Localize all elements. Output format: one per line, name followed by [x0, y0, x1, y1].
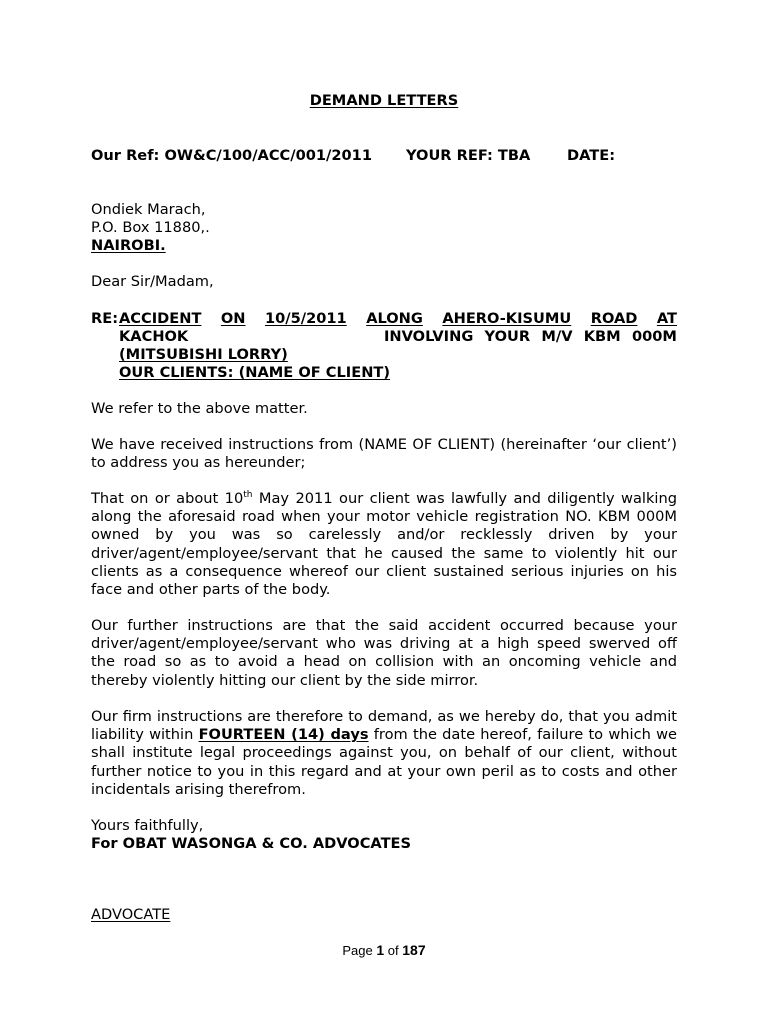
- re-clients-line: OUR CLIENTS: (NAME OF CLIENT): [119, 364, 391, 381]
- paragraph-1: We refer to the above matter.: [91, 400, 308, 417]
- re-subject-line-2: [119, 328, 677, 346]
- addressee-block: [91, 201, 210, 256]
- re-word: 000M: [631, 328, 677, 345]
- re-line2-right: [384, 328, 677, 346]
- addressee-name: Ondiek Marach,: [91, 201, 206, 218]
- re-subject-line-3: (MITSUBISHI LORRY): [119, 346, 288, 363]
- re-word: ON: [220, 310, 246, 327]
- your-reference: YOUR REF: TBA: [406, 147, 531, 164]
- of-word: of: [387, 943, 399, 958]
- ordinal-suffix: th: [243, 490, 253, 501]
- addressee-city: NAIROBI.: [91, 237, 166, 255]
- para5-text-start: Our firm instructions are therefore to demand, as we hereby do, that you admit liability within: [91, 708, 677, 744]
- re-word: ALONG: [366, 310, 423, 327]
- re-word: ACCIDENT: [119, 310, 202, 327]
- current-page-number: 1: [376, 942, 385, 958]
- re-word: ROAD: [590, 310, 638, 327]
- re-word: KBM: [583, 328, 621, 345]
- re-label: RE:: [91, 310, 119, 327]
- date-label: DATE:: [567, 147, 616, 164]
- page-word: Page: [342, 943, 373, 958]
- para3-text-rest: May 2011 our client was lawfully and diligently walking along the aforesaid road when your motor vehicle registration NO. KBM 000M owned by you was so carelessly and/or recklessly driven by your driver/agent/employee/servant that he caused the same to violently hit our clients as a consequence whereof our client sustained serious injuries on his face and other parts of the body.: [91, 490, 677, 599]
- signatory: ADVOCATE: [91, 906, 171, 923]
- para5-text-rest: from the date hereof, failure to which we shall institute legal proceedings against you, on behalf of our client, without further notice to you in this regard and at your own peril as to costs and other incidentals arising therefrom.: [91, 726, 677, 798]
- re-word: AT: [656, 310, 677, 327]
- re-word: 10/5/2011: [264, 310, 347, 327]
- paragraph-3: [91, 490, 677, 599]
- our-reference: Our Ref: OW&C/100/ACC/001/2011: [91, 147, 372, 164]
- firm-name: For OBAT WASONGA & CO. ADVOCATES: [91, 835, 412, 852]
- para3-text-start: That on or about 10: [91, 490, 244, 507]
- re-word: M/V: [541, 328, 573, 345]
- total-pages: 187: [402, 942, 426, 958]
- re-word: INVOLVING: [384, 328, 474, 345]
- deadline-emphasis: FOURTEEN (14) days: [198, 726, 369, 744]
- re-word: AHERO-KISUMU: [442, 310, 572, 327]
- re-word: KACHOK: [119, 328, 189, 345]
- re-word: YOUR: [484, 328, 531, 345]
- closing: Yours faithfully,: [91, 817, 204, 834]
- paragraph-2: We have received instructions from (NAME OF CLIENT) (hereinafter ‘our client’) to address you as hereunder;: [91, 436, 677, 472]
- paragraph-4: Our further instructions are that the said accident occurred because your driver/agent/employee/servant who was driving at a high speed swerved off the road so as to avoid a head on collision with an oncoming vehicle and thereby violently hitting our client by the side mirror.: [91, 617, 677, 689]
- document-title: DEMAND LETTERS: [309, 92, 459, 109]
- addressee-box: P.O. Box 11880,.: [91, 219, 210, 237]
- page-footer: [0, 941, 768, 960]
- paragraph-5: [91, 708, 677, 799]
- re-subject-line-1: [119, 310, 677, 328]
- salutation: Dear Sir/Madam,: [91, 273, 214, 290]
